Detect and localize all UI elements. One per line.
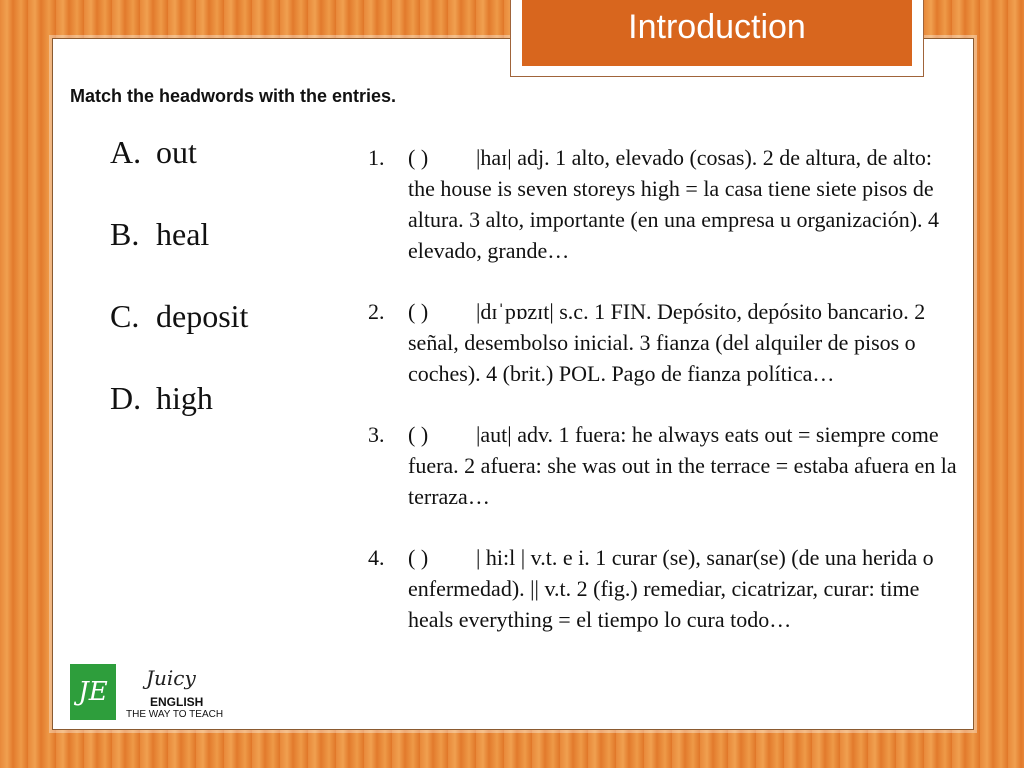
logo-name-text: ENGLISH: [150, 695, 204, 709]
headword-item: [110, 216, 330, 298]
headword-item: [110, 134, 330, 216]
entry-number: 2.: [368, 299, 385, 324]
slide-title: Introduction: [628, 8, 806, 46]
dictionary-entry: [368, 296, 968, 389]
entry-body: [408, 419, 964, 512]
headword-letter: B.: [110, 216, 140, 252]
entry-pronunciation: | hi:l |: [476, 545, 526, 570]
headword-word: high: [156, 380, 213, 416]
answer-blank: ( ): [408, 422, 429, 447]
dictionary-entry: [368, 419, 968, 512]
dictionary-entry: [368, 542, 968, 635]
logo-tagline: THE WAY TO TEACH: [126, 709, 224, 720]
entry-pronunciation: |haɪ|: [476, 145, 512, 170]
logo-mark-icon: JE: [70, 664, 116, 720]
headword-item: [110, 298, 330, 380]
entry-number: 1.: [368, 145, 385, 170]
entry-number: 4.: [368, 545, 385, 570]
entry-definition: s.c. 1 FIN. Depósito, depósito bancario. 2 señal, desembolso inicial. 3 fianza (del alquiler de pisos o coches). 4 (brit.) POL. Pago de fianza política…: [408, 299, 926, 386]
instruction-text: Match the headwords with the entries.: [70, 86, 397, 106]
headword-list: [110, 134, 330, 462]
entry-body: [408, 296, 964, 389]
title-banner: [522, 0, 912, 66]
entry-definition: v.t. e i. 1 curar (se), sanar(se) (de una herida o enfermedad). || v.t. 2 (fig.) remediar, cicatrizar, curar: time heals everything = el tiempo lo cura todo…: [408, 545, 934, 632]
entry-body: [408, 542, 964, 635]
entry-definition: adv. 1 fuera: he always eats out = siempre come fuera. 2 afuera: she was out in the terrace = estaba afuera en la terraza…: [408, 422, 957, 509]
juicy-english-logo: [70, 664, 224, 724]
headword-word: out: [156, 134, 197, 170]
headword-word: deposit: [156, 298, 249, 334]
dictionary-entry-list: [368, 142, 968, 665]
answer-blank: ( ): [408, 145, 429, 170]
entry-body: [408, 142, 964, 266]
logo-script-text: Juicy: [146, 666, 196, 690]
entry-number: 3.: [368, 422, 385, 447]
answer-blank: ( ): [408, 545, 429, 570]
entry-pronunciation: |aut|: [476, 422, 512, 447]
headword-letter: A.: [110, 134, 142, 170]
headword-letter: C.: [110, 298, 140, 334]
answer-blank: ( ): [408, 299, 429, 324]
dictionary-entry: [368, 142, 968, 266]
entry-definition: adj. 1 alto, elevado (cosas). 2 de altura, de alto: the house is seven storeys high = la casa tiene siete pisos de altura. 3 alto, importante (en una empresa u organización). 4 elevado, grande…: [408, 145, 940, 263]
headword-word: heal: [156, 216, 210, 252]
headword-letter: D.: [110, 380, 142, 416]
headword-item: [110, 380, 330, 462]
entry-pronunciation: |dɪˈpɒzɪt|: [476, 299, 554, 324]
